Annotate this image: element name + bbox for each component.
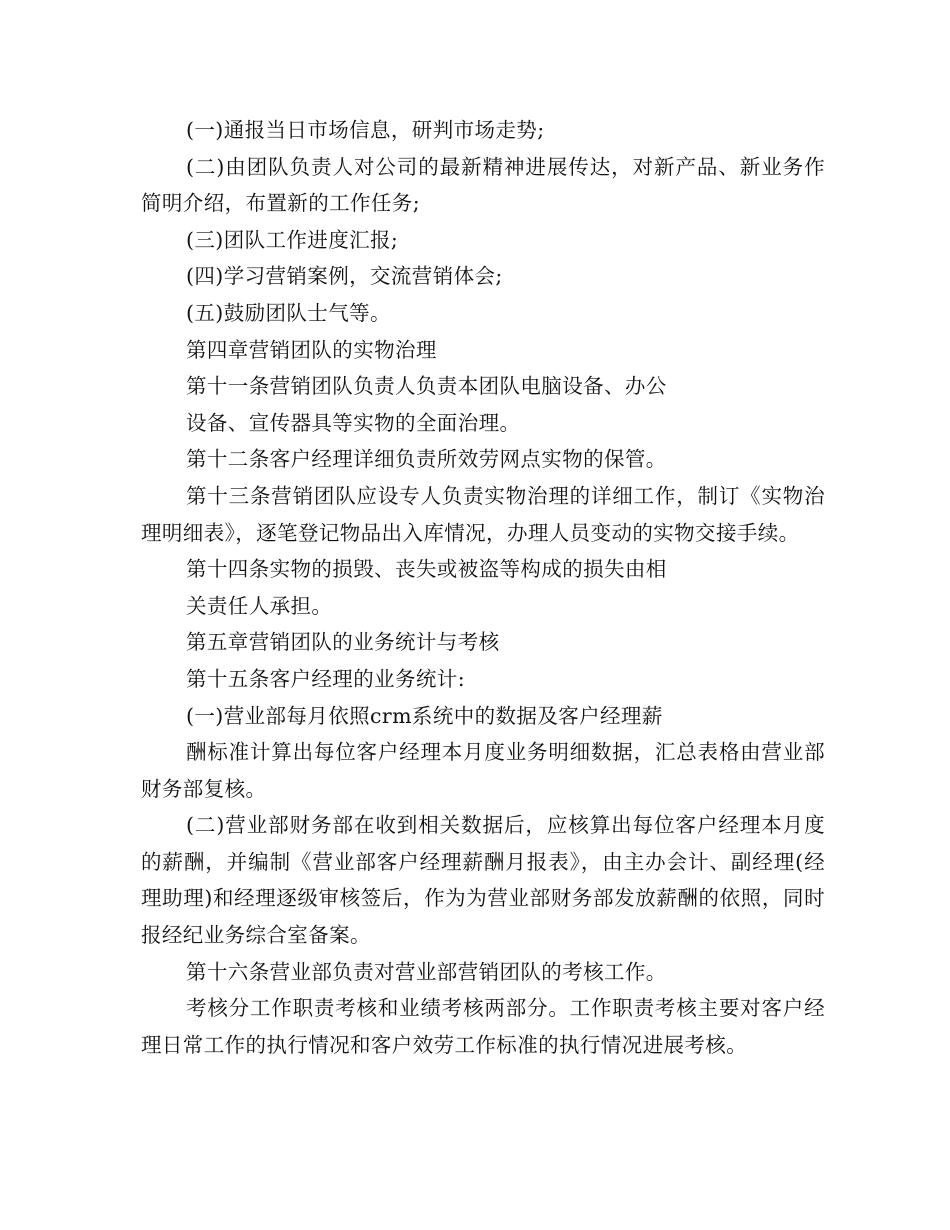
article-15-item-1-line-2: 酬标准计算出每位客户经理本月度业务明细数据，汇总表格由营业部财务部复核。 — [141, 740, 825, 801]
paragraph-item-4: (四)学习营销案例，交流营销体会; — [186, 264, 503, 289]
article-11-line-2: 设备、宣传器具等实物的全面治理。 — [186, 410, 521, 435]
document-body — [141, 112, 825, 1063]
article-11-line-1: 第十一条营销团队负责人负责本团队电脑设备、办公 — [186, 374, 667, 399]
chapter-heading-4: 第四章营销团队的实物治理 — [186, 337, 437, 362]
article-12: 第十二条客户经理详细负责所效劳网点实物的保管。 — [186, 447, 667, 472]
chapter-heading-5: 第五章营销团队的业务统计与考核 — [186, 630, 500, 655]
article-14-line-1: 第十四条实物的损毁、丧失或被盗等构成的损失由相 — [186, 557, 667, 582]
assessment-paragraph: 考核分工作职责考核和业绩考核两部分。工作职责考核主要对客户经理日常工作的执行情况和客户效劳工作标准的执行情况进展考核。 — [141, 996, 825, 1057]
paragraph-item-5: (五)鼓励团队士气等。 — [186, 300, 391, 325]
article-13: 第十三条营销团队应设专人负责实物治理的详细工作，制订《实物治理明细表》，逐笔登记物品出入库情况，办理人员变动的实物交接手续。 — [141, 483, 825, 545]
article-14-line-2: 关责任人承担。 — [186, 593, 333, 618]
article-15-item-2: (二)营业部财务部在收到相关数据后，应核算出每位客户经理本月度的薪酬，并编制《营业部客户经理薪酬月报表》，由主办会计、副经理(经理助理)和经理逐级审核签后，作为为营业部财务部发放薪酬的依照，同时报经纪业务综合室备案。 — [141, 813, 825, 948]
paragraph-item-2: (二)由团队负责人对公司的最新精神进展传达，对新产品、新业务作简明介绍，布置新的工作任务; — [141, 154, 825, 216]
article-15-item-1-line-1: (一)营业部每月依照crm系统中的数据及客户经理薪 — [186, 703, 663, 728]
paragraph-item-3: (三)团队工作进度汇报; — [186, 227, 399, 252]
article-16: 第十六条营业部负责对营业部营销团队的考核工作。 — [186, 959, 667, 984]
paragraph-item-1: (一)通报当日市场信息，研判市场走势; — [186, 118, 545, 142]
article-15: 第十五条客户经理的业务统计: — [186, 666, 466, 691]
